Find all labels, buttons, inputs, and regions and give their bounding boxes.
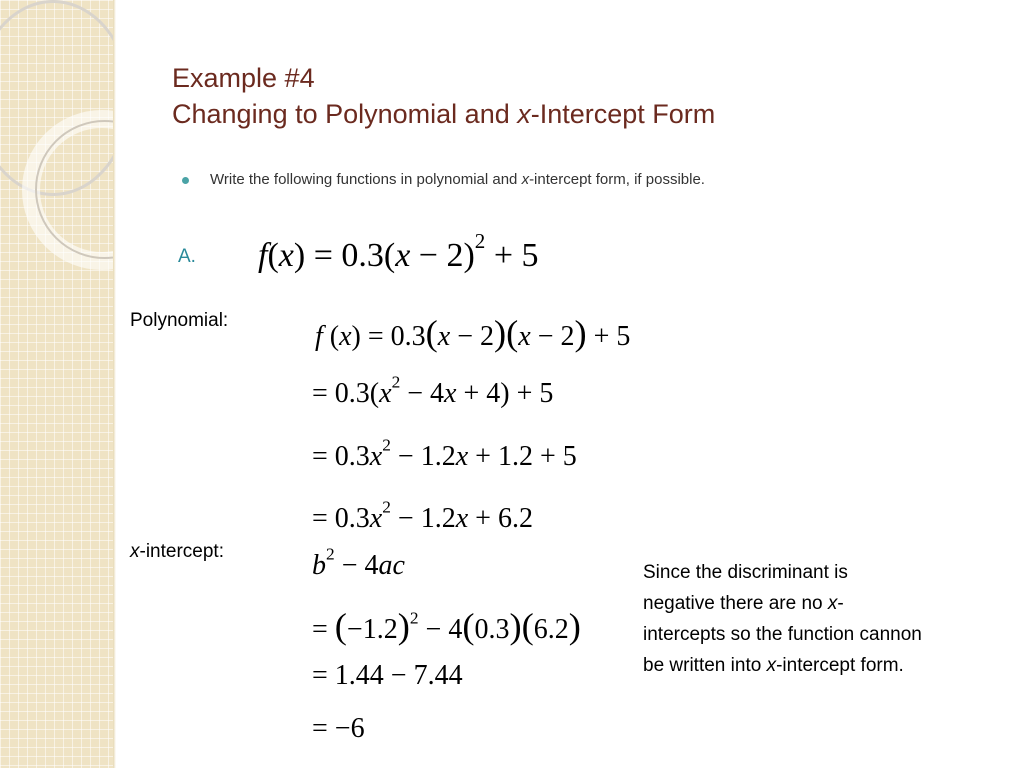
discriminant-step-2: = $(-1.2)^2 - 4(0.3)(6.2)$	[312, 606, 581, 646]
polynomial-step-1: f (x) = 0.3(x − 2)(x − 2) + 5	[315, 313, 631, 353]
bullet-dot-icon	[182, 177, 189, 184]
instruction-text-end: -intercept form, if possible.	[529, 171, 705, 188]
x-intercept-label	[130, 541, 224, 563]
x-intercept-label-text: -intercept:	[139, 541, 224, 562]
polynomial-step-3: = $0.3x^2 - 1.2x + 1.2 + 5$	[312, 435, 577, 472]
polynomial-step-4: = $0.3x^2 - 1.2x + 6.2$	[312, 497, 533, 534]
instruction-variable: x	[521, 171, 530, 188]
polynomial-label: Polynomial:	[130, 310, 229, 331]
note-text: Since the discriminant is negative there are no x-intercepts so the function cannon be written into x-intercept form.	[643, 562, 922, 676]
x-intercept-label-variable: x	[130, 541, 140, 562]
discriminant-note	[643, 557, 923, 681]
discriminant-step-1: $b^2 - 4ac$	[312, 544, 405, 581]
band-edge-divider	[113, 0, 116, 768]
instruction-text	[210, 171, 705, 188]
instruction-text-start: Write the following functions in polynomial and	[210, 171, 522, 188]
slide-title	[172, 60, 715, 132]
title-line-2	[172, 96, 715, 132]
title-variable: x	[517, 99, 531, 129]
title-line-2-end: -Intercept Form	[530, 99, 716, 129]
title-line-2-start: Changing to Polynomial and	[172, 99, 518, 129]
part-label: A.	[178, 246, 196, 267]
discriminant-step-3: = 1.44 − 7.44	[312, 660, 463, 691]
discriminant-step-4: = −6	[312, 713, 365, 744]
equation-a: $f(x) = 0.3(x - 2)^2 + 5$	[258, 229, 539, 274]
title-line-1: Example #4	[172, 63, 315, 93]
decorative-side-band	[0, 0, 113, 768]
polynomial-step-2: = $0.3(x^2 - 4x + 4) + 5$	[312, 372, 554, 409]
